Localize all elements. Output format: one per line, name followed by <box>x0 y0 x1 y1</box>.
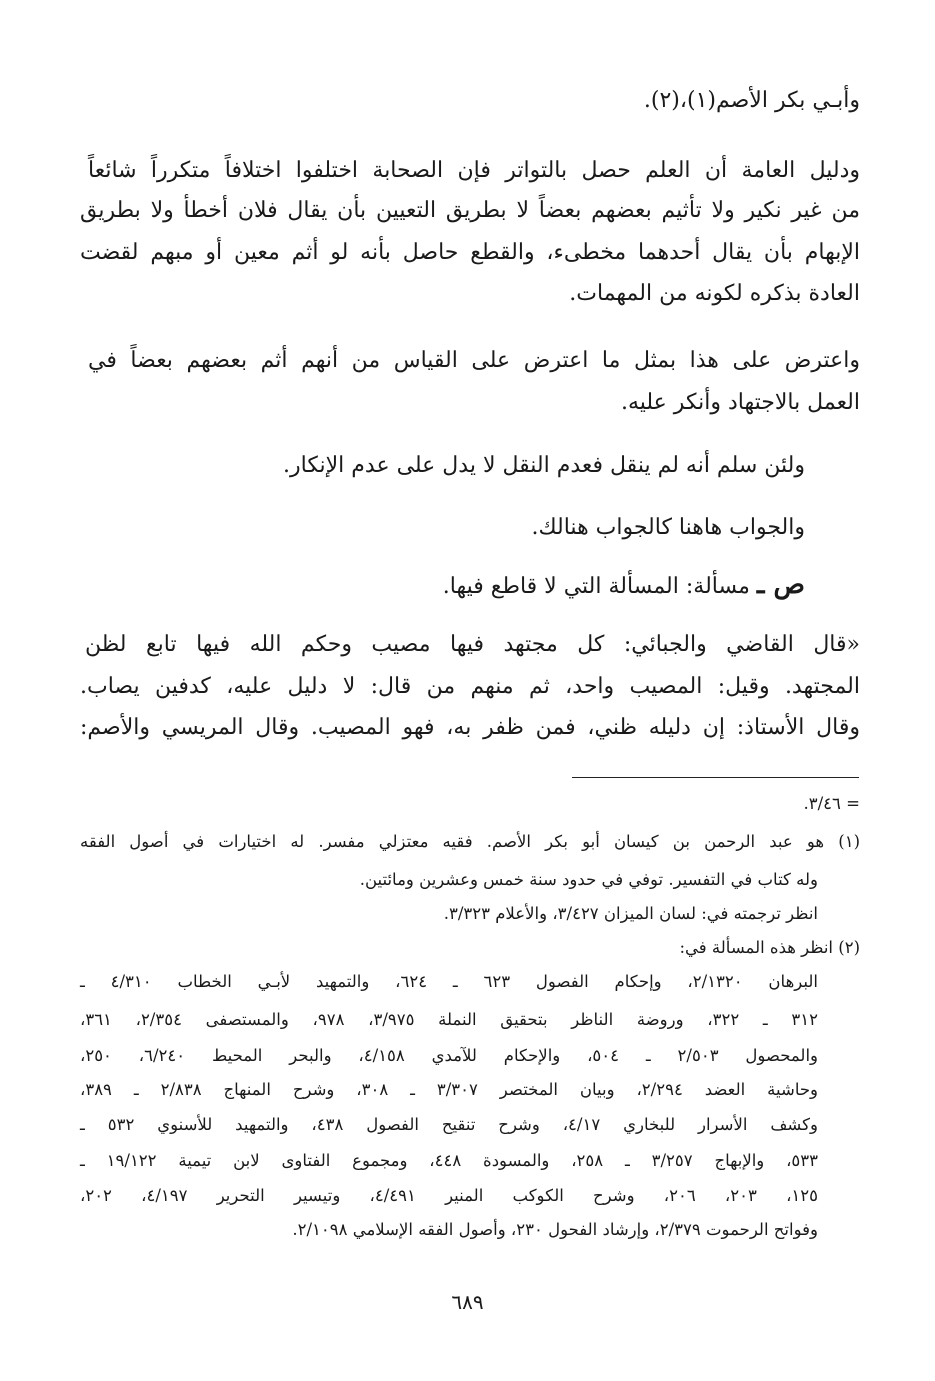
footnote-line: وله كتاب في التفسير. توفي في حدود سنة خمس وعشرين ومائتين. <box>359 870 818 889</box>
footnote-line: وحاشية العضد ٢/٢٩٤، وبيان المختصر ٣/٣٠٧ ـ ٣٠٨، وشرح المنهاج ٢/٨٣٨ ـ ٣٨٩، <box>80 1080 819 1099</box>
footnote-line: وفواتح الرحموت ٢/٣٧٩، وإرشاد الفحول ٢٣٠، وأصول الفقه الإسلامي ٢/١٠٩٨. <box>292 1220 818 1239</box>
body-line: ولئن سلم أنه لم ينقل فعدم النقل لا يدل على عدم الإنكار. <box>283 453 805 478</box>
footnote-line: وكشف الأسرار للبخاري ٤/١٧، وشرح تنقيح الفصول ٤٣٨، والتمهيد للأسنوي ٥٣٢ ـ <box>80 1115 818 1134</box>
section-label: مسألة: <box>685 574 750 599</box>
footnote-line: ٥٣٣، والإبهاج ٣/٢٥٧ ـ ٢٥٨، والمسودة ٤٤٨، ومجموع الفتاوى لابن تيمية ١٩/١٢٢ ـ <box>80 1151 819 1170</box>
body-line: «قال القاضي والجبائي: كل مجتهد فيها مصيب وحكم الله فيها تابع لظن <box>85 632 860 657</box>
body-line: العادة بذكره لكونه من المهمات. <box>569 281 860 306</box>
section-mark: ص ـ <box>756 570 805 600</box>
footnote-line: (١) هو عبد الرحمن بن كيسان أبو بكر الأصم. فقيه معتزلي مفسر. له اختيارات في أصول الفقه <box>80 832 860 851</box>
section-title: المسألة التي لا قاطع فيها. <box>442 574 679 599</box>
body-line: وأبـي بكر الأصم(١)،(٢). <box>643 88 860 113</box>
section-heading <box>443 570 805 601</box>
body-line: الإبهام بأن يقال أحدهما مخطىء، والقطع حاصل بأنه لو أثم معين أو مبهم لقضت <box>80 240 860 265</box>
footnote-line: والمحصول ٢/٥٠٣ ـ ٥٠٤، والإحكام للآمدي ٤/١٥٨، والبحر المحيط ٦/٢٤٠، ٢٥٠، <box>80 1046 818 1065</box>
footnote-line: ١٢٥، ٢٠٣، ٢٠٦، وشرح الكوكب المنير ٤/٤٩١، وتيسير التحرير ٤/١٩٧، ٢٠٢، <box>80 1186 818 1205</box>
footnote-line: ٣١٢ ـ ٣٢٢، وروضة الناظر بتحقيق النملة ٣/٩٧٥، ٩٧٨، والمستصفى ٢/٣٥٤، ٣٦١، <box>80 1010 818 1029</box>
body-line: واعترض على هذا بمثل ما اعترض على القياس من أنهم أثم بعضهم بعضاً في <box>88 348 860 373</box>
page-number: ٦٨٩ <box>451 1290 484 1314</box>
body-line: من غير نكير ولا تأثيم بعضهم بعضاً لا بطريق التعيين بأن يقال فلان أخطأ ولا بطريق <box>80 198 860 223</box>
body-line: والجواب هاهنا كالجواب هنالك. <box>531 515 805 540</box>
footnote-line: (٢) انظر هذه المسألة في: <box>679 938 860 957</box>
footnote-carry: = ٣/٤٦. <box>803 794 860 813</box>
footnote-line: البرهان ٢/١٣٢٠، وإحكام الفصول ٦٢٣ ـ ٦٢٤، والتمهيد لأبـي الخطاب ٤/٣١٠ ـ <box>80 972 818 991</box>
footnote-line: انظر ترجمته في: لسان الميزان ٣/٤٢٧، والأعلام ٣/٣٢٣. <box>443 904 818 923</box>
body-line: ودليل العامة أن العلم حصل بالتواتر فإن الصحابة اختلفوا اختلافاً متكرراً شائعاً <box>88 158 860 183</box>
body-line: المجتهد. وقيل: المصيب واحد، ثم منهم من قال: لا دليل عليه، كدفين يصاب. <box>80 674 860 699</box>
body-line: العمل بالاجتهاد وأنكر عليه. <box>620 390 860 415</box>
footnote-separator <box>572 777 859 778</box>
body-line: وقال الأستاذ: إن دليله ظني، فمن ظفر به، فهو المصيب. وقال المريسي والأصم: <box>80 715 860 740</box>
